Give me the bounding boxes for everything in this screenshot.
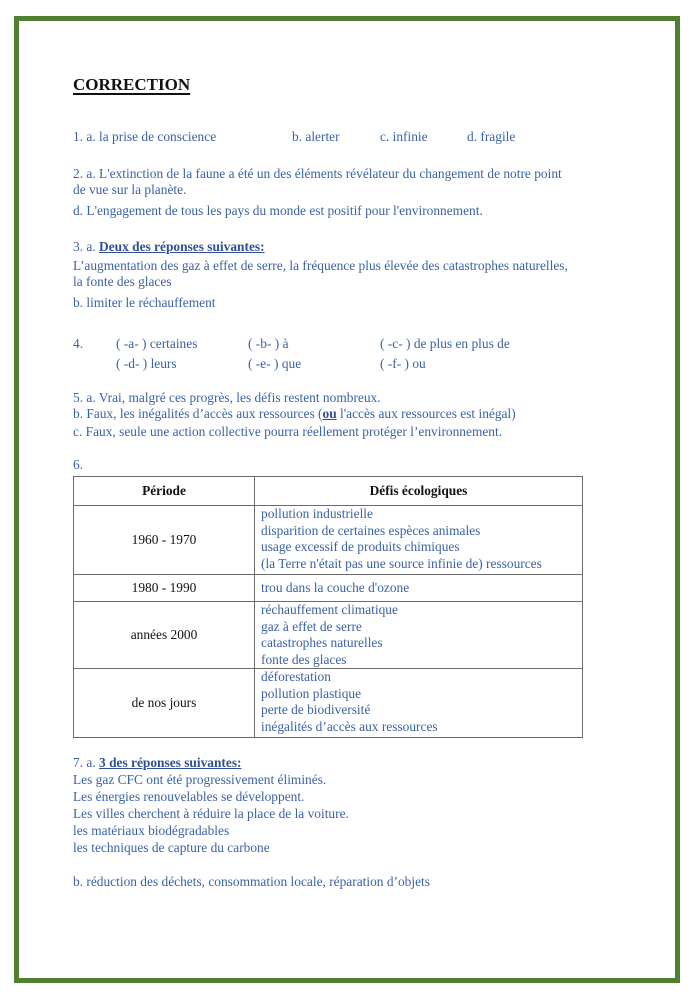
table-row — [74, 669, 583, 738]
q2-answer-a-line2: de vue sur la planète. — [73, 182, 187, 197]
table-row — [74, 506, 583, 575]
header-defis: Défis écologiques — [255, 477, 583, 506]
q2-answer-d: d. L'engagement de tous les pays du monde est positif pour l'environnement. — [73, 203, 483, 218]
q3-answer-b: b. limiter le réchauffement — [73, 295, 216, 310]
q3-prefix: 3. a. — [73, 239, 100, 254]
q4-item-e: ( -e- ) que — [248, 356, 302, 371]
q5-answer-b — [73, 406, 516, 422]
q5-b-post: l'accès aux ressources est inégal) — [336, 406, 516, 421]
q1-answer-a: 1. a. la prise de conscience — [73, 129, 217, 144]
q1-answer-d: d. fragile — [467, 129, 516, 144]
q4-item-f: ( -f- ) ou — [380, 356, 426, 371]
q4-number: 4. — [73, 336, 84, 351]
defi-item: gaz à effet de serre — [261, 618, 362, 634]
defi-item: trou dans la couche d'ozone — [261, 579, 410, 595]
q4-item-d: ( -d- ) leurs — [116, 356, 177, 371]
q7-line: Les énergies renouvelables se développent. — [73, 789, 305, 804]
q7-line: Les villes cherchent à réduire la place de la voiture. — [73, 806, 349, 821]
defi-item: inégalités d’accès aux ressources — [261, 718, 438, 734]
q7-line: les matériaux biodégradables — [73, 823, 230, 838]
defi-item: usage excessif de produits chimiques — [261, 539, 460, 554]
q2-answer-a-line1: 2. a. L'extinction de la faune a été un des éléments révélateur du changement de notre point — [73, 166, 562, 181]
q3-answer-line2: la fonte des glaces — [73, 274, 172, 289]
periode-cell: 1980 - 1990 — [74, 575, 255, 602]
q3-heading-line — [73, 239, 265, 255]
defi-item: pollution plastique — [261, 685, 362, 701]
defi-item: réchauffement climatique — [261, 602, 398, 617]
header-periode: Période — [74, 477, 255, 506]
q4-item-c: ( -c- ) de plus en plus de — [380, 336, 510, 351]
q5-answer-c: c. Faux, seule une action collective pourra réellement protéger l’environnement. — [73, 424, 503, 439]
periode-cell: de nos jours — [74, 669, 255, 738]
q7-heading: 3 des réponses suivantes: — [99, 755, 242, 770]
defi-item: déforestation — [261, 669, 331, 684]
page-title: CORRECTION — [73, 75, 191, 94]
q1-answer-b: b. alerter — [292, 129, 340, 144]
defis-cell — [255, 669, 583, 738]
defi-item: pollution industrielle — [261, 506, 373, 521]
q7-answer-b: b. réduction des déchets, consommation locale, réparation d’objets — [73, 874, 430, 889]
defi-item: (la Terre n'était pas une source infinie de) ressources — [261, 555, 542, 571]
defi-item: catastrophes naturelles — [261, 635, 383, 650]
q7-line: les techniques de capture du carbone — [73, 840, 270, 855]
defis-cell — [255, 575, 583, 602]
periode-cell: 1960 - 1970 — [74, 506, 255, 575]
q6-number: 6. — [73, 457, 84, 472]
table-header-row — [74, 477, 583, 506]
ecological-challenges-table — [73, 476, 583, 738]
periode-cell: années 2000 — [74, 602, 255, 669]
q5-b-pre: b. Faux, les inégalités d’accès aux ressources ( — [73, 406, 323, 421]
q7-heading-line — [73, 755, 242, 771]
q4-item-a: ( -a- ) certaines — [116, 336, 198, 351]
q7-prefix: 7. a. — [73, 755, 100, 770]
q1-answer-c: c. infinie — [380, 129, 428, 144]
table-row — [74, 575, 583, 602]
q5-answer-a: 5. a. Vrai, malgré ces progrès, les défis restent nombreux. — [73, 390, 381, 405]
q3-heading: Deux des réponses suivantes: — [99, 239, 265, 254]
table-row — [74, 602, 583, 669]
defis-cell — [255, 506, 583, 575]
defi-item: perte de biodiversité — [261, 702, 371, 717]
q4-item-b: ( -b- ) à — [248, 336, 289, 351]
q5-b-ou: ou — [322, 406, 337, 421]
defi-item: disparition de certaines espèces animales — [261, 522, 481, 538]
q7-line: Les gaz CFC ont été progressivement éliminés. — [73, 772, 327, 787]
defis-cell — [255, 602, 583, 669]
q3-answer-line1: L’augmentation des gaz à effet de serre, la fréquence plus élevée des catastrophes naturelles, — [73, 258, 568, 273]
defi-item: fonte des glaces — [261, 651, 347, 667]
